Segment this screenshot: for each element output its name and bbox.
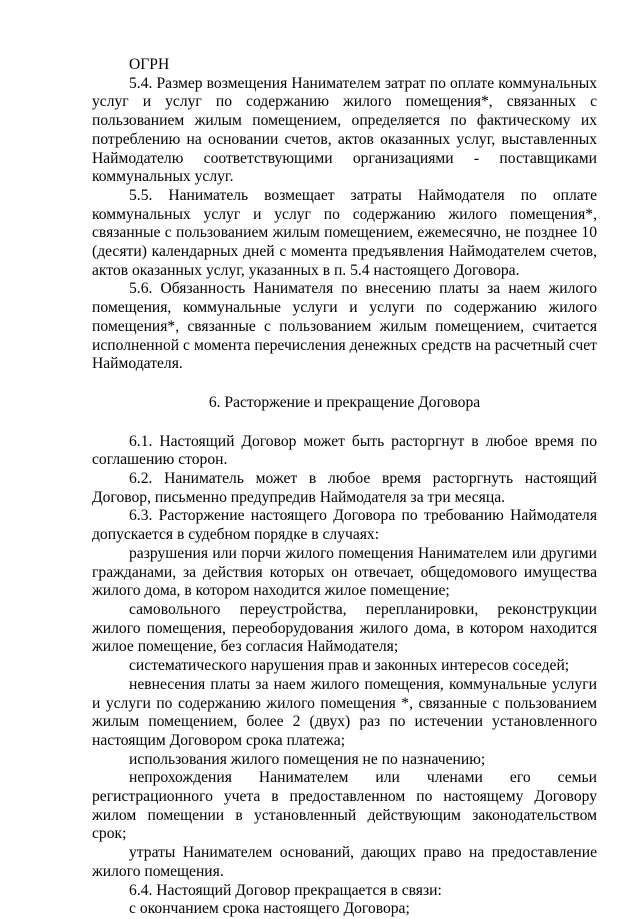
case-nonpayment: невнесения платы за наем жилого помещения, коммунальные услуги и услуги по содержанию жилого помещения *, связанные с пользованием жилым помещением, более 2 (двух) раз по истечении установленного настоящим Договором срока платежа;: [92, 675, 597, 749]
section-6-heading: 6. Расторжение и прекращение Договора: [208, 393, 481, 411]
case-violation: систематического нарушения прав и законных интересов соседей;: [129, 657, 570, 675]
clause-5-4: 5.4. Размер возмещения Нанимателем затрат по оплате коммунальных услуг и услуг по содержанию жилого помещения*, связанных с пользованием жилым помещением, определяется по фактическому их потреблению на основании счетов, актов оказанных услуг, выставленных Наймодателю соответствующими организациями - поставщиками коммунальных услуг.: [92, 74, 597, 186]
clause-6-1: 6.1. Настоящий Договор может быть расторгнут в любое время по соглашению сторон.: [92, 432, 597, 469]
clause-6-4: 6.4. Настоящий Договор прекращается в связи:: [129, 881, 442, 899]
case-term-end: с окончанием срока настоящего Договора;: [129, 900, 410, 918]
clause-6-3: 6.3. Расторжение настоящего Договора по требованию Наймодателя допускается в судебном порядке в случаях:: [92, 507, 597, 544]
case-loss-of-grounds: утраты Нанимателем оснований, дающих право на предоставление жилого помещения.: [92, 844, 597, 880]
case-misuse: использования жилого помещения не по назначению;: [129, 750, 486, 768]
ogrn-line: ОГРН: [129, 56, 170, 73]
clause-5-6: 5.6. Обязанность Нанимателя по внесению платы за наем жилого помещения, коммунальные услуги и услуги по содержанию жилого помещения*, связанные с пользованием жилым помещением, считается исполненной с момента перечисления денежных средств на расчетный счет Наймодателя.: [92, 280, 597, 373]
document-page: [92, 56, 597, 919]
case-reconstruction: самовольного переустройства, перепланировки, реконструкции жилого помещения, переоборудования жилого дома, в котором находится жилое помещение, без согласия Наймодателя;: [92, 600, 597, 656]
case-registration: непрохождения Нанимателем или членами его семьи регистрационного учета в предоставленном по настоящему Договору жилом помещении в установленный действующим законодательством срок;: [92, 769, 597, 843]
clause-6-2: 6.2. Наниматель может в любое время расторгнуть настоящий Договор, письменно предупредив Наймодателя за три месяца.: [92, 470, 597, 506]
case-destruction: разрушения или порчи жилого помещения Нанимателем или другими гражданами, за действия которых он отвечает, общедомового имущества жилого дома, в котором находится жилое помещение;: [92, 544, 597, 600]
clause-5-5: 5.5. Наниматель возмещает затраты Наймодателя по оплате коммунальных услуг и услуг по содержанию жилого помещения*, связанные с пользованием жилым помещением, ежемесячно, не позднее 10 (десяти) календарных дней с момента предъявления Наймодателем счетов, актов оказанных услуг, указанных в п. 5.4 настоящего Договора.: [92, 186, 597, 279]
